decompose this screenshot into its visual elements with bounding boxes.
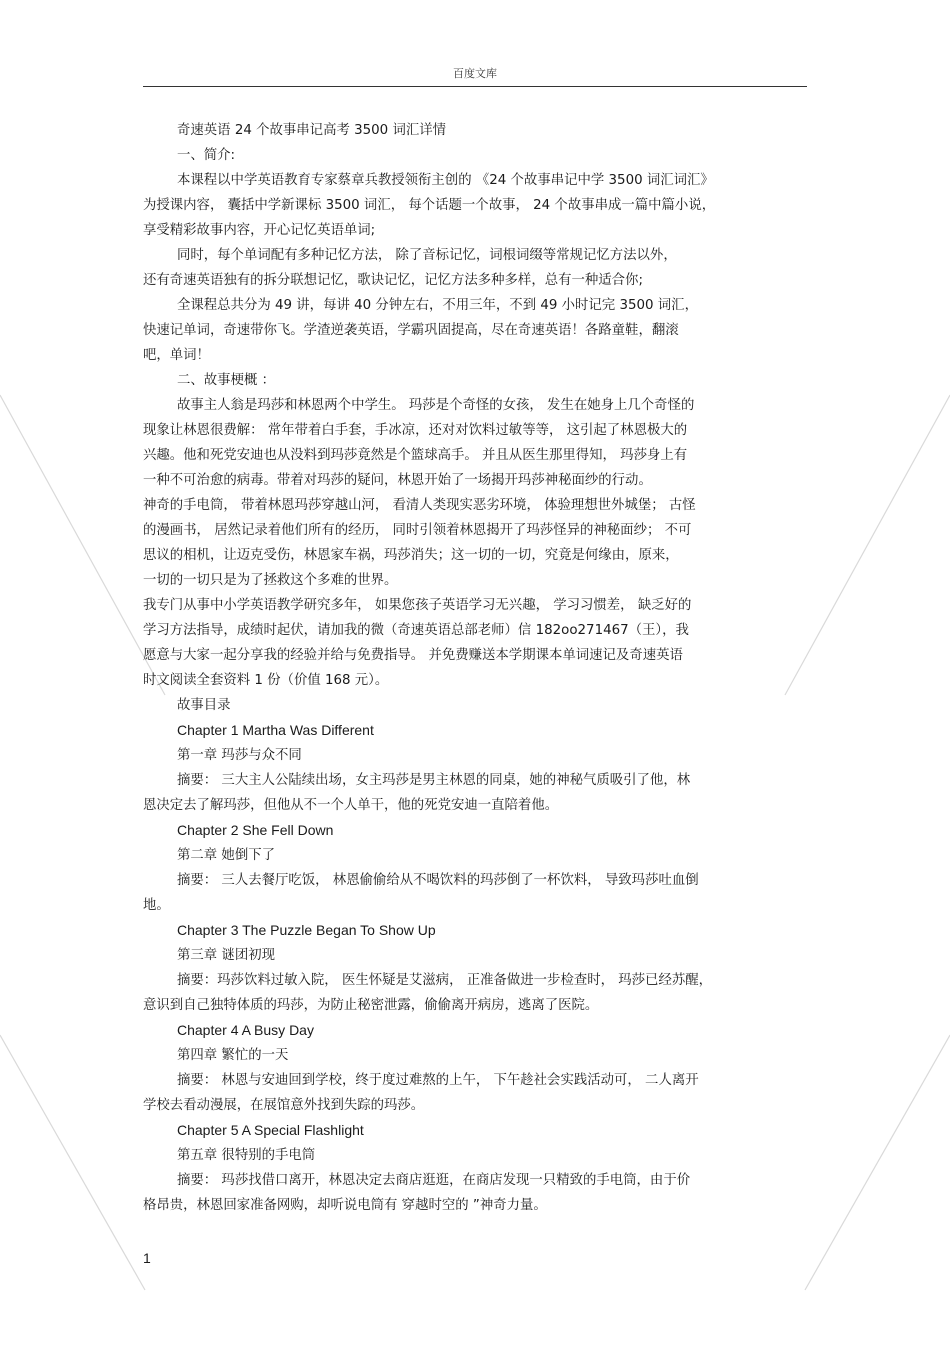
text-line: 我专门从事中小学英语教学研究多年， 如果您孩子英语学习无兴趣， 学习习惯差， 缺乏好的 <box>143 598 692 613</box>
text-line: 兴趣。他和死党安迪也从没料到玛莎竟然是个篮球高手。 并且从医生那里得知， 玛莎身上有 <box>143 448 688 463</box>
text-line: 摘要： 三大主人公陆续出场，女主玛莎是男主林恩的同桌，她的神秘气质吸引了他，林 <box>177 773 691 788</box>
text-line: 恩决定去了解玛莎，但他从不一个人单干，他的死党安迪一直陪着他。 <box>143 798 559 813</box>
text-line: 意识到自己独特体质的玛莎，为防止秘密泄露，偷偷离开病房，逃离了医院。 <box>143 998 599 1013</box>
header-divider <box>143 86 807 87</box>
text-line: 摘要： 三人去餐厅吃饭， 林恩偷偷给从不喝饮料的玛莎倒了一杯饮料， 导致玛莎吐血倒 <box>177 873 699 888</box>
text-line: 神奇的手电筒， 带着林恩玛莎穿越山河， 看清人类现实恶劣环境， 体验理想世外城堡； 古怪 <box>143 498 696 513</box>
text-line: 二、故事梗概 ： <box>177 373 275 388</box>
text-line: 现象让林恩很费解： 常年带着白手套，手冰凉，还对对饮料过敏等等， 这引起了林恩极大的 <box>143 423 688 438</box>
text-line: 一切的一切只是为了拯救这个多难的世界。 <box>143 573 398 588</box>
text-line: 快速记单词，奇速带你飞。学渣逆袭英语，学霸巩固提高，尽在奇速英语！各路童鞋，翻滚 <box>143 323 679 338</box>
text-line: 享受精彩故事内容，开心记忆英语单词; <box>143 223 376 238</box>
text-line: 一、简介: <box>177 148 236 163</box>
chapter-heading-line: Chapter 2 She Fell Down <box>177 822 334 838</box>
text-line: 全课程总共分为 49 讲，每讲 40 分钟左右，不用三年，不到 49 小时记完 3500 词汇， <box>177 298 698 313</box>
text-line: 学校去看动漫展，在展馆意外找到失踪的玛莎。 <box>143 1098 425 1113</box>
text-line: 奇速英语 24 个故事串记高考 3500 词汇详情 <box>177 123 447 138</box>
text-line: 格昂贵，林恩回家准备网购，却听说电筒有 穿越时空的 ”神奇力量。 <box>143 1198 547 1213</box>
text-line: 第四章 繁忙的一天 <box>177 1048 289 1063</box>
text-line: 愿意与大家一起分享我的经验并给与免费指导。 并免费赚送本学期课本单词速记及奇速英语 <box>143 648 683 663</box>
text-line: 学习方法指导，成绩时起伏，请加我的微（奇速英语总部老师）信 182oo271467（王），我 <box>143 623 689 638</box>
text-line: 吧，单词！ <box>143 348 210 363</box>
text-line: 故事主人翁是玛莎和林恩两个中学生。 玛莎是个奇怪的女孩， 发生在她身上几个奇怪的 <box>177 398 695 413</box>
chapter-heading-line: Chapter 4 A Busy Day <box>177 1022 314 1038</box>
text-line: 为授课内容， 囊括中学新课标 3500 词汇， 每个话题一个故事， 24 个故事串成一篇中篇小说， <box>143 198 716 213</box>
text-line: 第一章 玛莎与众不同 <box>177 748 302 763</box>
page-number: 1 <box>143 1250 151 1266</box>
text-line: 第五章 很特别的手电筒 <box>177 1148 316 1163</box>
page-header-title: 百度文库 <box>453 67 497 80</box>
document-body <box>143 118 807 1218</box>
text-line: 摘要： 玛莎找借口离开，林恩决定去商店逛逛，在商店发现一只精致的手电筒，由于价 <box>177 1173 691 1188</box>
text-line: 同时，每个单词配有多种记忆方法， 除了音标记忆，词根词缀等常规记忆方法以外， <box>177 248 677 263</box>
text-line: 摘要： 林恩与安迪回到学校，终于度过难熬的上午， 下午趁社会实践活动可， 二人离开 <box>177 1073 699 1088</box>
chapter-heading-line: Chapter 1 Martha Was Different <box>177 722 374 738</box>
text-line: 还有奇速英语独有的拆分联想记忆，歌诀记忆，记忆方法多种多样，总有一种适合你; <box>143 273 643 288</box>
chapter-heading-line: Chapter 3 The Puzzle Began To Show Up <box>177 922 436 938</box>
text-line: 时文阅读全套资料 1 份（价值 168 元）。 <box>143 673 389 688</box>
text-line: 第三章 谜团初现 <box>177 948 275 963</box>
text-line: 的漫画书， 居然记录着他们所有的经历， 同时引领着林恩揭开了玛莎怪异的神秘面纱； 不可 <box>143 523 692 538</box>
text-line: 本课程以中学英语教育专家蔡章兵教授领衔主创的 《24 个故事串记中学 3500 词汇词汇》 <box>177 173 714 188</box>
text-line: 地。 <box>143 898 170 913</box>
text-line: 思议的相机，让迈克受伤，林恩家车祸，玛莎消失；这一切的一切，究竟是何缘由，原来， <box>143 548 679 563</box>
text-line: 故事目录 <box>177 698 231 713</box>
text-line: 第二章 她倒下了 <box>177 848 275 863</box>
chapter-heading-line: Chapter 5 A Special Flashlight <box>177 1122 364 1138</box>
text-line: 摘要：玛莎饮料过敏入院， 医生怀疑是艾滋病， 正准备做进一步检查时， 玛莎已经苏醒， <box>177 973 713 988</box>
text-line: 一种不可治愈的病毒。带着对玛莎的疑问，林恩开始了一场揭开玛莎神秘面纱的行动。 <box>143 473 652 488</box>
